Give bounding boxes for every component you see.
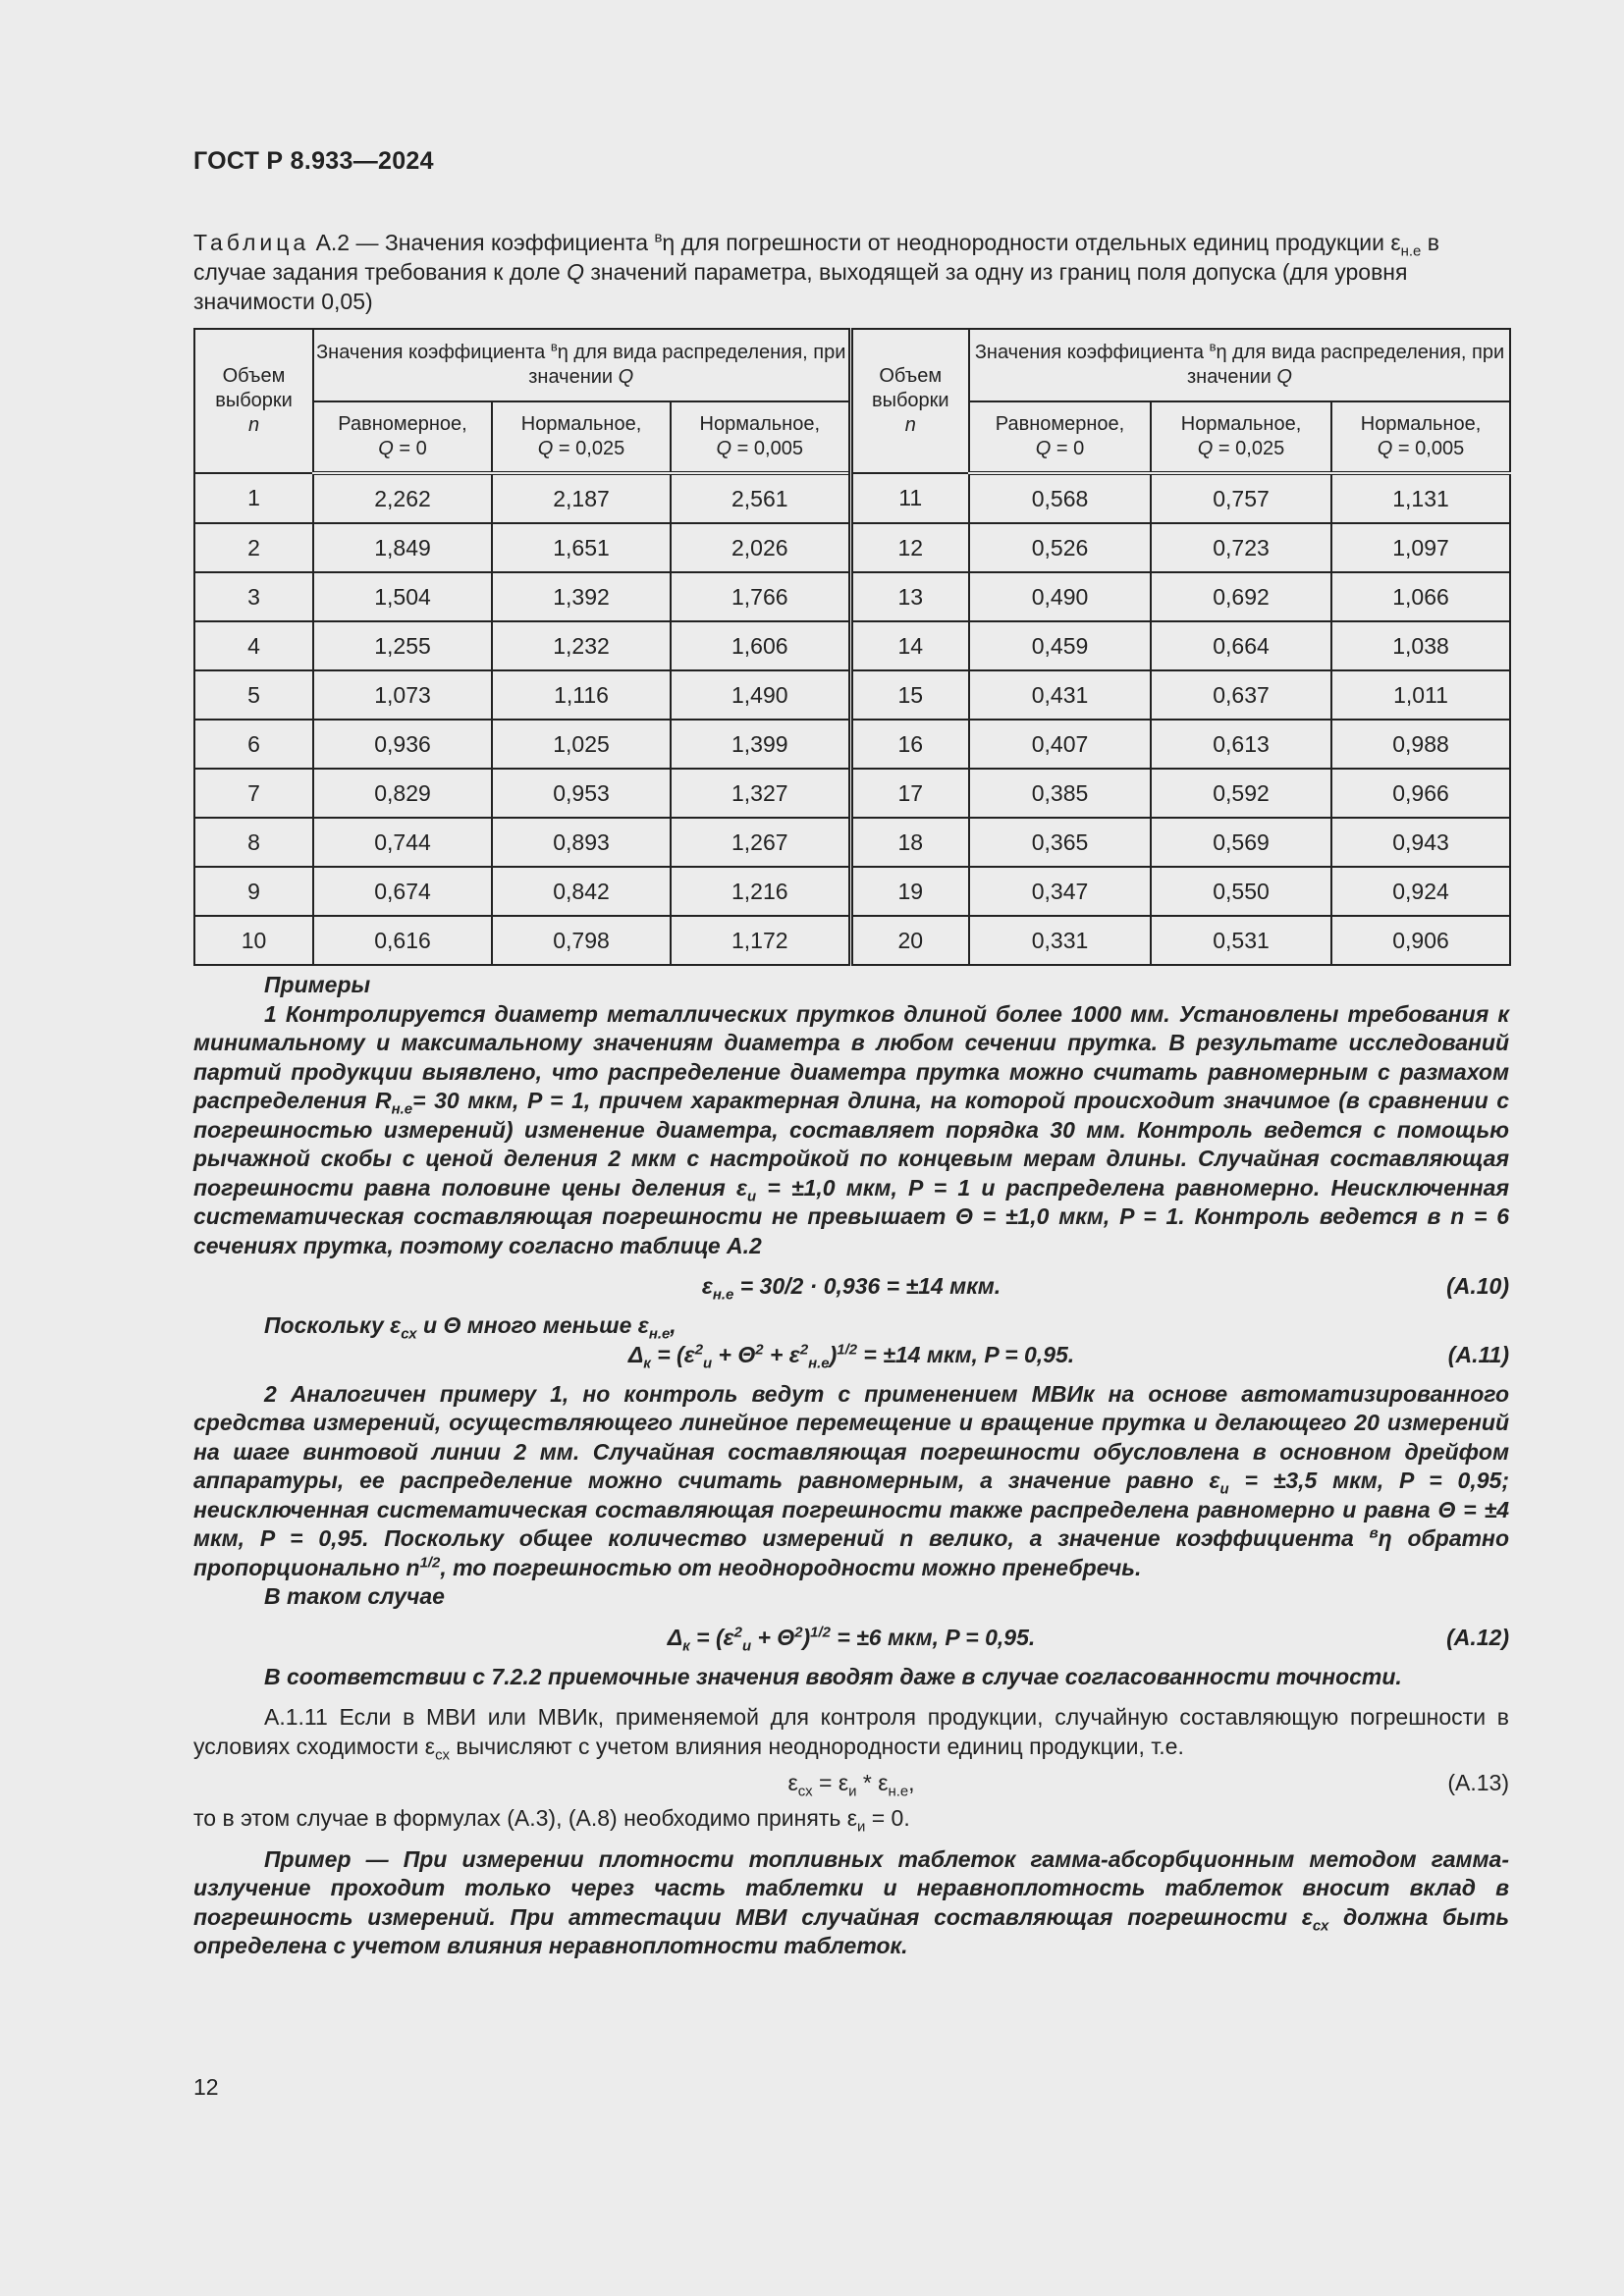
table-cell: 18 <box>850 818 969 867</box>
table-cell: 0,744 <box>313 818 492 867</box>
table-cell: 1,216 <box>671 867 850 916</box>
table-cell: 8 <box>194 818 313 867</box>
table-cell: 6 <box>194 720 313 769</box>
table-cell: 10 <box>194 916 313 965</box>
table-row <box>194 769 1510 818</box>
table-cell: 1,327 <box>671 769 850 818</box>
table-row <box>194 572 1510 621</box>
table-cell: 0,988 <box>1331 720 1510 769</box>
table-cell: 11 <box>850 473 969 523</box>
examples-section <box>193 971 1509 1961</box>
header-normal-0025: Нормальное, Q = 0,025 <box>1151 401 1331 473</box>
table-cell: 1,172 <box>671 916 850 965</box>
table-cell: 0,953 <box>492 769 671 818</box>
table-cell: 9 <box>194 867 313 916</box>
table-cell: 1,066 <box>1331 572 1510 621</box>
table-cell: 1,073 <box>313 670 492 720</box>
table-cell: 13 <box>850 572 969 621</box>
table-cell: 0,550 <box>1151 867 1331 916</box>
table-cell: 1,504 <box>313 572 492 621</box>
table-cell: 2 <box>194 523 313 572</box>
header-uniform: Равномерное, Q = 0 <box>313 401 492 473</box>
table-body <box>194 473 1510 965</box>
table-cell: 0,757 <box>1151 473 1331 523</box>
table-row <box>194 867 1510 916</box>
formula-a12: $\Delta_к = (\varepsilon^2_u + \Theta^2)^{1/2} = \pm 6$ мкм, P = 0,95. (A.12) <box>667 1623 1509 1655</box>
table-cell: 0,459 <box>969 621 1151 670</box>
table-cell: 17 <box>850 769 969 818</box>
table-cell: 0,924 <box>1331 867 1510 916</box>
header-coefficient-group: Значения коэффициента $^в$η для вида распределения, при значении Q <box>969 329 1510 401</box>
example-last-text: Пример — При измерении плотности топливных таблеток гамма-абсорбционным методом гамма-излучение проходит только через часть таблетки и неравноплотность таблеток вносит вклад в погрешность измерений. При аттестации МВИ случайная составляющая погрешности $\varepsilon_{сх}$ должна быть определена с учетом влияния неравноплотности таблеток. <box>193 1845 1509 1958</box>
accordance-text: В соответствии с 7.2.2 приемочные значения вводят даже в случае согласованности точности. <box>264 1663 1402 1689</box>
table-row <box>194 523 1510 572</box>
table-cell: 1,131 <box>1331 473 1510 523</box>
table-cell: 0,637 <box>1151 670 1331 720</box>
clause-a111: А.1.11 Если в МВИ или МВИк, применяемой для контроля продукции, случайную составляющую погрешности в условиях сходимости $\varepsilon_{сх}$ вычисляют с учетом влияния неоднородности единиц продукции, т.е. <box>193 1704 1509 1764</box>
in-case-text: В таком случае <box>264 1583 445 1609</box>
table-row <box>194 916 1510 965</box>
table-cell: 0,407 <box>969 720 1151 769</box>
table-cell: 1,392 <box>492 572 671 621</box>
table-cell: 1,038 <box>1331 621 1510 670</box>
table-cell: 1,255 <box>313 621 492 670</box>
example-2-text: 2 Аналогичен примеру 1, но контроль ведут с применением МВИк на основе автоматизированного средства измерений, осуществляющего линейное перемещение и вращение прутка и делающего 20 измерений на шаге винтовой линии 2 мм. Случайная составляющая погрешности обусловлена в основном дрейфом аппаратуры, ее распределение можно считать равномерным, а значение равно $\varepsilon_u = \pm 3,5$ мкм, P = 0,95; неисключенная систематическая составляющая погрешности также распределена равномерно и равна Θ = ±4 мкм, P = 0,95. Поскольку общее количество измерений n велико, а значение коэффициента $^в$η обратно пропорционально $n^{1/2}$, то погрешностью от неоднородности можно пренебречь. <box>193 1380 1510 1580</box>
since-text: Поскольку $\varepsilon_{сх}$ и Θ много меньше $\varepsilon_{н.е}$, <box>264 1312 677 1343</box>
table-cell: 5 <box>194 670 313 720</box>
table-cell: 4 <box>194 621 313 670</box>
coefficient-table <box>193 328 1511 966</box>
header-sample-size: Объем выборки n <box>850 329 969 473</box>
table-cell: 1,766 <box>671 572 850 621</box>
table-row <box>194 720 1510 769</box>
table-cell: 1,116 <box>492 670 671 720</box>
table-cell: 0,692 <box>1151 572 1331 621</box>
header-coefficient-group: Значения коэффициента $^в$η для вида распределения, при значении Q <box>313 329 850 401</box>
table-cell: 0,664 <box>1151 621 1331 670</box>
table-cell: 0,936 <box>313 720 492 769</box>
examples-heading: Примеры <box>264 972 371 997</box>
table-cell: 0,569 <box>1151 818 1331 867</box>
table-row <box>194 818 1510 867</box>
table-cell: 1,025 <box>492 720 671 769</box>
table-cell: 0,526 <box>969 523 1151 572</box>
table-cell: 1,011 <box>1331 670 1510 720</box>
table-cell: 1,849 <box>313 523 492 572</box>
table-caption: Таблица A.2 — Значения коэффициента $^в$η для погрешности от неоднородности отдельных единиц продукции $\varepsilon_{н.е}$ в случае задания требования к доле Q значений параметра, выходящей за одну из границ поля допуска (для уровня значимости 0,05) <box>193 229 1439 314</box>
table-cell: 0,723 <box>1151 523 1331 572</box>
table-row <box>194 621 1510 670</box>
table-cell: 0,347 <box>969 867 1151 916</box>
table-cell: 19 <box>850 867 969 916</box>
table-cell: 0,943 <box>1331 818 1510 867</box>
table-row <box>194 473 1510 523</box>
table-cell: 7 <box>194 769 313 818</box>
table-cell: 0,842 <box>492 867 671 916</box>
table-cell: 1,490 <box>671 670 850 720</box>
table-cell: 0,616 <box>313 916 492 965</box>
table-cell: 16 <box>850 720 969 769</box>
table-cell: 12 <box>850 523 969 572</box>
table-cell: 20 <box>850 916 969 965</box>
header-sample-size: Объем выборки n <box>194 329 313 473</box>
table-cell: 0,798 <box>492 916 671 965</box>
table-cell: 2,262 <box>313 473 492 523</box>
table-cell: 0,331 <box>969 916 1151 965</box>
table-row <box>194 670 1510 720</box>
table-cell: 0,365 <box>969 818 1151 867</box>
formula-a13: $\varepsilon_{сх} = \varepsilon_и * \varepsilon_{н.е}$, (A.13) <box>787 1770 1509 1800</box>
document-header: ГОСТ Р 8.933—2024 <box>193 147 434 175</box>
formula-a11: $\Delta_к = (\varepsilon^2_u + \Theta^2 + \varepsilon^2_{н.е})^{1/2} = \pm 14$ мкм, P = 0,95. (A.11) <box>627 1340 1509 1372</box>
header-normal-0005: Нормальное, Q = 0,005 <box>1331 401 1510 473</box>
table-cell: 2,026 <box>671 523 850 572</box>
table-cell: 1,399 <box>671 720 850 769</box>
table-cell: 1 <box>194 473 313 523</box>
table-cell: 0,385 <box>969 769 1151 818</box>
page-number: 12 <box>193 2074 219 2100</box>
table-cell: 1,097 <box>1331 523 1510 572</box>
table-cell: 0,613 <box>1151 720 1331 769</box>
table-cell: 15 <box>850 670 969 720</box>
table-cell: 1,267 <box>671 818 850 867</box>
table-cell: 0,431 <box>969 670 1151 720</box>
table-cell: 1,232 <box>492 621 671 670</box>
table-cell: 0,829 <box>313 769 492 818</box>
table-cell: 2,561 <box>671 473 850 523</box>
table-cell: 2,187 <box>492 473 671 523</box>
then-text: то в этом случае в формулах (A.3), (A.8) необходимо принять $\varepsilon_и = 0$. <box>193 1805 910 1836</box>
table-cell: 0,674 <box>313 867 492 916</box>
table-cell: 0,592 <box>1151 769 1331 818</box>
header-uniform: Равномерное, Q = 0 <box>969 401 1151 473</box>
table-cell: 1,651 <box>492 523 671 572</box>
table-cell: 0,568 <box>969 473 1151 523</box>
header-normal-0025: Нормальное, Q = 0,025 <box>492 401 671 473</box>
table-cell: 0,490 <box>969 572 1151 621</box>
table-cell: 1,606 <box>671 621 850 670</box>
table-cell: 3 <box>194 572 313 621</box>
table-cell: 0,531 <box>1151 916 1331 965</box>
table-cell: 0,893 <box>492 818 671 867</box>
table-cell: 14 <box>850 621 969 670</box>
table-cell: 0,906 <box>1331 916 1510 965</box>
table-cell: 0,966 <box>1331 769 1510 818</box>
header-normal-0005: Нормальное, Q = 0,005 <box>671 401 850 473</box>
formula-a10: $\varepsilon_{н.е} = 30/2 \cdot 0,936 = \pm 14$ мкм. (A.10) <box>701 1273 1509 1304</box>
example-1-text: 1 Контролируется диаметр металлических прутков длиной более 1000 мм. Установлены требования к минимальному и максимальному значениям диаметра в любом сечении прутка. В результате исследований партий продукции выявлено, что распределение диаметра прутка можно считать равномерным с размахом распределения $R_{н.е}= 30$ мкм, P = 1, причем характерная длина, на которой происходит значимое (в сравнении с погрешностью измерений) изменение диаметра, составляет порядка 30 мм. Контроль ведется с помощью рычажной скобы с ценой деления 2 мкм с настройкой по концевым мерам длины. Случайная составляющая погрешности равна половине цены деления $\varepsilon_u = \pm 1,0$ мкм, P = 1 и распределена равномерно. Неисключенная систематическая составляющая погрешности не превышает Θ = ±1,0 мкм, P = 1. Контроль ведется в n = 6 сечениях прутка, поэтому согласно таблице А.2 <box>193 1000 1510 1258</box>
